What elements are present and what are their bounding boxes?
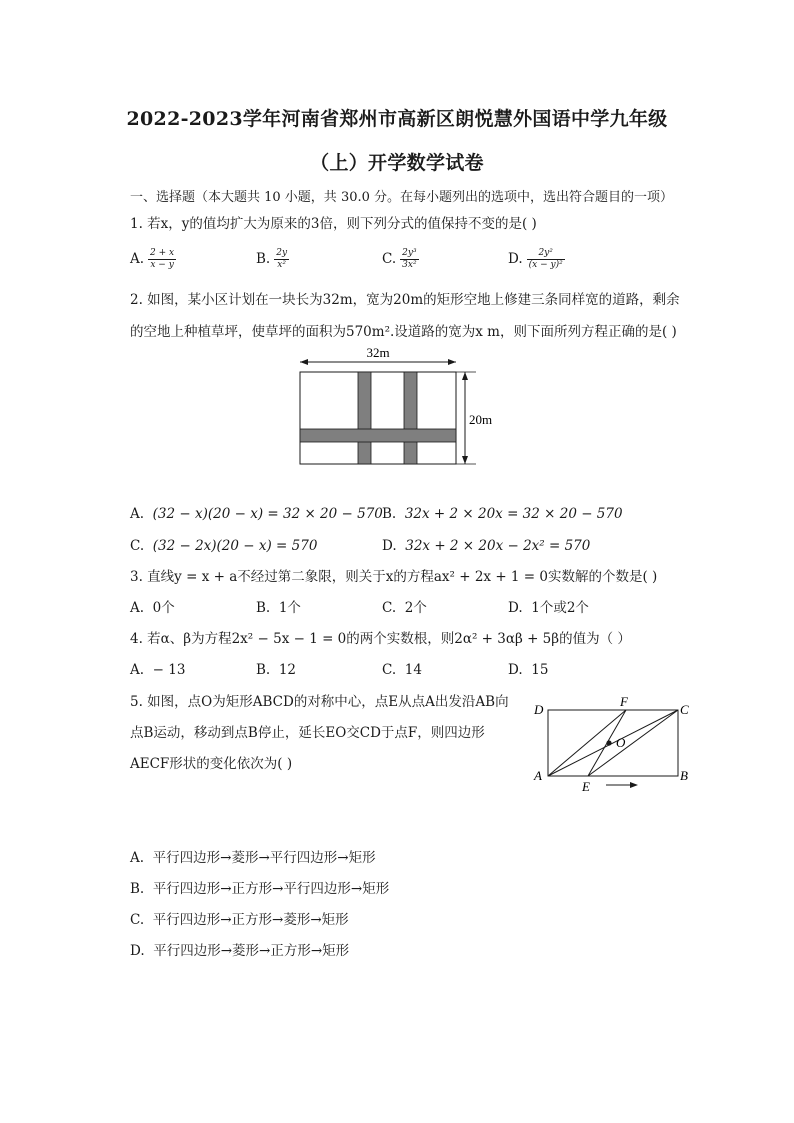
option-label: B. bbox=[256, 251, 271, 267]
segment-af bbox=[548, 710, 626, 776]
option-label: A. bbox=[130, 600, 145, 616]
arrow-left-icon bbox=[300, 359, 308, 365]
arrow-down-icon bbox=[462, 456, 468, 464]
q3-option-b[interactable] bbox=[256, 598, 301, 618]
option-text: (32 − 2x)(20 − x) = 570 bbox=[152, 538, 318, 554]
option-text: 平行四边形→菱形→正方形→矩形 bbox=[153, 943, 350, 959]
height-label: 20m bbox=[469, 412, 493, 427]
q2-stem-line2: 的空地上种植草坪，使草坪的面积为570m².设道路的宽为x m，则下面所列方程正确的是( ) bbox=[130, 324, 677, 340]
option-text: 1个 bbox=[278, 600, 301, 616]
q5-option-a[interactable] bbox=[130, 848, 376, 868]
road-vertical-2 bbox=[404, 372, 417, 464]
q5-stem-line2: 点B运动，移动到点B停止，延长EO交CD于点F，则四边形 bbox=[130, 725, 485, 741]
road-vertical-1 bbox=[358, 372, 371, 464]
option-label: C. bbox=[130, 912, 145, 928]
option-label: B. bbox=[130, 881, 145, 897]
q2-option-d[interactable] bbox=[382, 536, 590, 556]
q5-option-c[interactable] bbox=[130, 910, 349, 930]
q4-option-a[interactable] bbox=[130, 660, 185, 680]
segment-ec bbox=[588, 710, 678, 776]
q5-stem-line1: 5. 如图，点O为矩形ABCD的对称中心，点E从点A出发沿AB向 bbox=[130, 694, 509, 710]
option-text: 平行四边形→正方形→平行四边形→矩形 bbox=[152, 881, 390, 897]
label-e: E bbox=[582, 779, 590, 794]
diagonal-ac bbox=[548, 710, 678, 776]
label-b: B bbox=[680, 768, 688, 783]
plot-rectangle bbox=[300, 372, 456, 464]
option-label: D. bbox=[508, 662, 523, 678]
q3-option-c[interactable] bbox=[382, 598, 427, 618]
q2-road-figure bbox=[290, 346, 510, 470]
option-label: B. bbox=[256, 600, 271, 616]
fraction: $\frac{2y}{\text{x²}}$ bbox=[276, 248, 288, 270]
option-label: A. bbox=[130, 662, 145, 678]
option-text: 32x + 2 × 20x − 2x² = 570 bbox=[405, 538, 591, 554]
fraction: $\frac{2 + x}{x - y}$ bbox=[150, 248, 175, 270]
option-label: B. bbox=[382, 506, 397, 522]
label-d: D bbox=[534, 702, 544, 717]
q4-option-d[interactable] bbox=[508, 660, 548, 680]
option-text: 32x + 2 × 20x = 32 × 20 − 570 bbox=[404, 506, 623, 522]
q1-option-a[interactable] bbox=[130, 248, 176, 271]
arrow-right-icon bbox=[630, 782, 638, 788]
option-text: 15 bbox=[531, 662, 549, 678]
q4-option-b[interactable] bbox=[256, 660, 296, 680]
option-text: 0个 bbox=[152, 600, 175, 616]
exam-title-line1: 2022-2023学年河南省郑州市高新区朗悦慧外国语中学九年级 bbox=[126, 108, 668, 130]
label-o: O bbox=[616, 735, 626, 750]
option-label: D. bbox=[508, 600, 523, 616]
q2-option-a[interactable] bbox=[130, 504, 383, 524]
q1-option-d[interactable] bbox=[508, 248, 565, 271]
q4-option-c[interactable] bbox=[382, 660, 422, 680]
option-text: 平行四边形→正方形→菱形→矩形 bbox=[152, 912, 349, 928]
option-label: C. bbox=[382, 251, 397, 267]
label-a: A bbox=[534, 768, 542, 783]
option-label: B. bbox=[256, 662, 271, 678]
option-text: 1个或2个 bbox=[531, 600, 589, 616]
fraction: $\frac{\text{2y²}}{\text{(x − y)²}}$ bbox=[528, 248, 563, 270]
q3-option-a[interactable] bbox=[130, 598, 175, 618]
q1-option-c[interactable] bbox=[382, 248, 419, 271]
section-heading: 一、选择题（本大题共 10 小题，共 30.0 分。在每小题列出的选项中，选出符合题目的一项） bbox=[130, 190, 674, 205]
exam-title-line2: （上）开学数学试卷 bbox=[310, 152, 484, 174]
option-text: − 13 bbox=[152, 662, 186, 678]
q3-option-d[interactable] bbox=[508, 598, 589, 618]
option-text: 14 bbox=[404, 662, 422, 678]
option-label: A. bbox=[130, 506, 145, 522]
option-label: C. bbox=[382, 662, 397, 678]
option-label: D. bbox=[130, 943, 145, 959]
arrow-up-icon bbox=[462, 372, 468, 380]
q5-rectangle-figure bbox=[530, 692, 700, 796]
option-label: A. bbox=[130, 850, 145, 866]
option-text: 12 bbox=[278, 662, 296, 678]
option-text: (32 − x)(20 − x) = 32 × 20 − 570 bbox=[152, 506, 383, 522]
q5-stem-line3: AECF形状的变化依次为( ) bbox=[130, 756, 293, 772]
width-label: 32m bbox=[366, 346, 390, 360]
option-text: 2个 bbox=[404, 600, 427, 616]
q2-stem-line1: 2. 如图，某小区计划在一块长为32m，宽为20m的矩形空地上修建三条同样宽的道路，剩余 bbox=[130, 292, 680, 308]
label-c: C bbox=[680, 702, 689, 717]
option-text: 平行四边形→菱形→平行四边形→矩形 bbox=[152, 850, 376, 866]
q5-option-b[interactable] bbox=[130, 879, 389, 899]
option-label: D. bbox=[508, 251, 523, 267]
q1-stem: 1. 若x，y的值均扩大为原来的3倍，则下列分式的值保持不变的是( ) bbox=[130, 216, 537, 232]
road-horizontal bbox=[300, 429, 456, 442]
q4-stem: 4. 若α、β为方程2x² − 5x − 1 = 0的两个实数根，则2α² + 3αβ + 5β的值为（ ） bbox=[130, 631, 631, 647]
arrow-right-icon bbox=[448, 359, 456, 365]
q2-option-b[interactable] bbox=[382, 504, 623, 524]
option-label: C. bbox=[130, 538, 145, 554]
center-point-o bbox=[606, 740, 611, 745]
q2-option-c[interactable] bbox=[130, 536, 317, 556]
option-label: D. bbox=[382, 538, 397, 554]
option-label: A. bbox=[130, 251, 145, 267]
q5-option-d[interactable] bbox=[130, 941, 349, 961]
option-label: C. bbox=[382, 600, 397, 616]
label-f: F bbox=[620, 694, 628, 709]
q3-stem: 3. 直线y = x + a不经过第二象限，则关于x的方程ax² + 2x + 1 = 0实数解的个数是( ) bbox=[130, 569, 658, 585]
fraction: $\frac{\text{2y³}}{\text{3x²}}$ bbox=[402, 248, 417, 270]
q1-option-b[interactable] bbox=[256, 248, 289, 271]
